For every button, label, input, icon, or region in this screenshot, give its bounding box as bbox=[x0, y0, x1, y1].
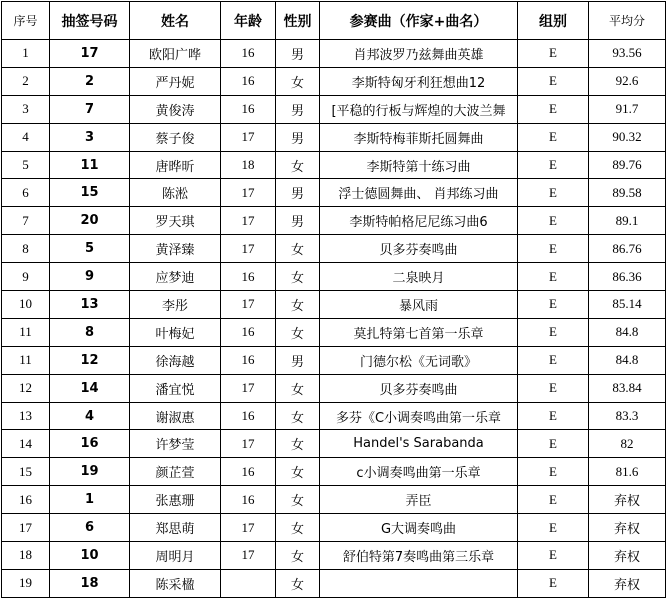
table-row bbox=[2, 569, 666, 597]
cell-age: 17 bbox=[221, 430, 276, 458]
cell-group: E bbox=[518, 291, 589, 319]
cell-age: 16 bbox=[221, 263, 276, 291]
cell-name: 唐晔昕 bbox=[130, 151, 221, 179]
cell-no: 2 bbox=[2, 67, 50, 95]
header-draw: 抽签号码 bbox=[50, 2, 130, 40]
cell-name: 黄俊涛 bbox=[130, 95, 221, 123]
cell-name: 徐海越 bbox=[130, 346, 221, 374]
table-row bbox=[2, 514, 666, 542]
table-row bbox=[2, 291, 666, 319]
cell-piece: 李斯特梅菲斯托圆舞曲 bbox=[320, 123, 518, 151]
cell-no: 5 bbox=[2, 151, 50, 179]
table-row bbox=[2, 458, 666, 486]
cell-group: E bbox=[518, 207, 589, 235]
cell-score: 82 bbox=[589, 430, 666, 458]
cell-group: E bbox=[518, 123, 589, 151]
cell-age: 17 bbox=[221, 514, 276, 542]
cell-draw: 6 bbox=[50, 514, 130, 542]
cell-name: 严丹妮 bbox=[130, 67, 221, 95]
cell-draw: 11 bbox=[50, 151, 130, 179]
cell-age: 16 bbox=[221, 95, 276, 123]
table-body bbox=[2, 40, 666, 598]
cell-piece: 舒伯特第7奏鸣曲第三乐章 bbox=[320, 542, 518, 570]
cell-piece: 浮士德圆舞曲、 肖邦练习曲 bbox=[320, 179, 518, 207]
cell-score: 93.56 bbox=[589, 40, 666, 68]
cell-no: 4 bbox=[2, 123, 50, 151]
cell-no: 6 bbox=[2, 179, 50, 207]
cell-gender: 女 bbox=[276, 542, 320, 570]
cell-name: 许梦莹 bbox=[130, 430, 221, 458]
cell-age: 16 bbox=[221, 458, 276, 486]
header-row bbox=[2, 2, 666, 40]
cell-no: 9 bbox=[2, 263, 50, 291]
cell-score: 83.3 bbox=[589, 402, 666, 430]
cell-score: 弃权 bbox=[589, 569, 666, 597]
cell-no: 15 bbox=[2, 458, 50, 486]
cell-gender: 女 bbox=[276, 374, 320, 402]
cell-score: 89.58 bbox=[589, 179, 666, 207]
cell-score: 81.6 bbox=[589, 458, 666, 486]
cell-name: 叶梅妃 bbox=[130, 318, 221, 346]
cell-draw: 17 bbox=[50, 40, 130, 68]
cell-age: 16 bbox=[221, 402, 276, 430]
cell-age: 17 bbox=[221, 179, 276, 207]
cell-piece: Handel's Sarabanda bbox=[320, 430, 518, 458]
cell-gender: 女 bbox=[276, 402, 320, 430]
header-no: 序号 bbox=[2, 2, 50, 40]
cell-age bbox=[221, 569, 276, 597]
cell-age: 16 bbox=[221, 346, 276, 374]
results-table bbox=[1, 1, 666, 598]
cell-piece: 李斯特帕格尼尼练习曲6 bbox=[320, 207, 518, 235]
cell-score: 弃权 bbox=[589, 514, 666, 542]
cell-no: 12 bbox=[2, 374, 50, 402]
cell-no: 19 bbox=[2, 569, 50, 597]
header-piece: 参赛曲（作家+曲名） bbox=[320, 2, 518, 40]
cell-draw: 5 bbox=[50, 235, 130, 263]
table-row bbox=[2, 402, 666, 430]
table-row bbox=[2, 67, 666, 95]
cell-draw: 14 bbox=[50, 374, 130, 402]
cell-piece: 多芬《C小调奏鸣曲第一乐章 bbox=[320, 402, 518, 430]
cell-group: E bbox=[518, 374, 589, 402]
cell-gender: 女 bbox=[276, 235, 320, 263]
cell-name: 张惠珊 bbox=[130, 486, 221, 514]
cell-gender: 女 bbox=[276, 458, 320, 486]
cell-age: 16 bbox=[221, 40, 276, 68]
cell-piece: 弄臣 bbox=[320, 486, 518, 514]
cell-group: E bbox=[518, 458, 589, 486]
cell-group: E bbox=[518, 569, 589, 597]
cell-name: 陈淞 bbox=[130, 179, 221, 207]
table-row bbox=[2, 374, 666, 402]
cell-piece: 暴风雨 bbox=[320, 291, 518, 319]
cell-score: 86.36 bbox=[589, 263, 666, 291]
table-row bbox=[2, 179, 666, 207]
cell-piece: G大调奏鸣曲 bbox=[320, 514, 518, 542]
cell-no: 11 bbox=[2, 318, 50, 346]
cell-group: E bbox=[518, 514, 589, 542]
cell-gender: 男 bbox=[276, 95, 320, 123]
cell-no: 3 bbox=[2, 95, 50, 123]
cell-name: 谢淑惠 bbox=[130, 402, 221, 430]
cell-name: 罗天琪 bbox=[130, 207, 221, 235]
cell-group: E bbox=[518, 346, 589, 374]
cell-no: 16 bbox=[2, 486, 50, 514]
cell-group: E bbox=[518, 67, 589, 95]
cell-name: 蔡子俊 bbox=[130, 123, 221, 151]
cell-group: E bbox=[518, 151, 589, 179]
cell-group: E bbox=[518, 542, 589, 570]
cell-group: E bbox=[518, 95, 589, 123]
cell-name: 欧阳广哗 bbox=[130, 40, 221, 68]
cell-no: 18 bbox=[2, 542, 50, 570]
cell-group: E bbox=[518, 430, 589, 458]
cell-gender: 女 bbox=[276, 67, 320, 95]
cell-score: 85.14 bbox=[589, 291, 666, 319]
cell-draw: 19 bbox=[50, 458, 130, 486]
cell-gender: 男 bbox=[276, 40, 320, 68]
cell-gender: 女 bbox=[276, 430, 320, 458]
cell-age: 17 bbox=[221, 235, 276, 263]
cell-group: E bbox=[518, 235, 589, 263]
cell-score: 83.84 bbox=[589, 374, 666, 402]
cell-draw: 7 bbox=[50, 95, 130, 123]
cell-group: E bbox=[518, 179, 589, 207]
cell-age: 16 bbox=[221, 486, 276, 514]
cell-name: 潘宜悦 bbox=[130, 374, 221, 402]
cell-piece bbox=[320, 569, 518, 597]
cell-no: 7 bbox=[2, 207, 50, 235]
cell-group: E bbox=[518, 318, 589, 346]
cell-piece: 莫扎特第七首第一乐章 bbox=[320, 318, 518, 346]
cell-gender: 女 bbox=[276, 514, 320, 542]
cell-piece: 肖邦波罗乃兹舞曲英雄 bbox=[320, 40, 518, 68]
cell-age: 18 bbox=[221, 151, 276, 179]
table-row bbox=[2, 151, 666, 179]
cell-draw: 12 bbox=[50, 346, 130, 374]
cell-score: 弃权 bbox=[589, 542, 666, 570]
table-row bbox=[2, 95, 666, 123]
table-row bbox=[2, 318, 666, 346]
cell-age: 17 bbox=[221, 542, 276, 570]
cell-name: 郑思萌 bbox=[130, 514, 221, 542]
cell-gender: 男 bbox=[276, 207, 320, 235]
table-row bbox=[2, 40, 666, 68]
cell-no: 17 bbox=[2, 514, 50, 542]
cell-piece: 贝多芬奏鸣曲 bbox=[320, 374, 518, 402]
cell-name: 应梦迪 bbox=[130, 263, 221, 291]
cell-draw: 9 bbox=[50, 263, 130, 291]
cell-piece: 贝多芬奏鸣曲 bbox=[320, 235, 518, 263]
cell-gender: 女 bbox=[276, 486, 320, 514]
cell-score: 84.8 bbox=[589, 346, 666, 374]
cell-name: 周明月 bbox=[130, 542, 221, 570]
cell-score: 91.7 bbox=[589, 95, 666, 123]
cell-piece: [平稳的行板与辉煌的大波兰舞 bbox=[320, 95, 518, 123]
cell-name: 陈采楹 bbox=[130, 569, 221, 597]
cell-age: 17 bbox=[221, 374, 276, 402]
cell-score: 84.8 bbox=[589, 318, 666, 346]
header-gender: 性别 bbox=[276, 2, 320, 40]
cell-draw: 15 bbox=[50, 179, 130, 207]
cell-piece: 二泉映月 bbox=[320, 263, 518, 291]
table-row bbox=[2, 263, 666, 291]
cell-score: 92.6 bbox=[589, 67, 666, 95]
cell-no: 13 bbox=[2, 402, 50, 430]
header-score: 平均分 bbox=[589, 2, 666, 40]
table-row bbox=[2, 542, 666, 570]
cell-group: E bbox=[518, 40, 589, 68]
table-row bbox=[2, 235, 666, 263]
cell-gender: 女 bbox=[276, 569, 320, 597]
cell-piece: 李斯特匈牙利狂想曲12 bbox=[320, 67, 518, 95]
cell-name: 黄泽臻 bbox=[130, 235, 221, 263]
header-name: 姓名 bbox=[130, 2, 221, 40]
cell-score: 89.1 bbox=[589, 207, 666, 235]
cell-score: 86.76 bbox=[589, 235, 666, 263]
table-row bbox=[2, 207, 666, 235]
cell-group: E bbox=[518, 402, 589, 430]
cell-draw: 8 bbox=[50, 318, 130, 346]
cell-gender: 女 bbox=[276, 318, 320, 346]
cell-piece: 李斯特第十练习曲 bbox=[320, 151, 518, 179]
cell-score: 90.32 bbox=[589, 123, 666, 151]
cell-gender: 女 bbox=[276, 291, 320, 319]
cell-draw: 10 bbox=[50, 542, 130, 570]
cell-gender: 男 bbox=[276, 179, 320, 207]
cell-draw: 16 bbox=[50, 430, 130, 458]
cell-group: E bbox=[518, 263, 589, 291]
cell-no: 14 bbox=[2, 430, 50, 458]
cell-age: 17 bbox=[221, 291, 276, 319]
cell-draw: 1 bbox=[50, 486, 130, 514]
cell-draw: 13 bbox=[50, 291, 130, 319]
cell-draw: 18 bbox=[50, 569, 130, 597]
cell-piece: 门德尔松《无词歌》 bbox=[320, 346, 518, 374]
cell-group: E bbox=[518, 486, 589, 514]
cell-draw: 3 bbox=[50, 123, 130, 151]
cell-gender: 女 bbox=[276, 263, 320, 291]
table-row bbox=[2, 346, 666, 374]
cell-age: 16 bbox=[221, 318, 276, 346]
cell-age: 17 bbox=[221, 123, 276, 151]
cell-score: 弃权 bbox=[589, 486, 666, 514]
header-age: 年龄 bbox=[221, 2, 276, 40]
cell-no: 11 bbox=[2, 346, 50, 374]
cell-name: 李彤 bbox=[130, 291, 221, 319]
cell-name: 颜芷萱 bbox=[130, 458, 221, 486]
cell-score: 89.76 bbox=[589, 151, 666, 179]
cell-no: 1 bbox=[2, 40, 50, 68]
table-row bbox=[2, 430, 666, 458]
table-row bbox=[2, 123, 666, 151]
cell-age: 17 bbox=[221, 207, 276, 235]
cell-piece: c小调奏鸣曲第一乐章 bbox=[320, 458, 518, 486]
cell-draw: 4 bbox=[50, 402, 130, 430]
cell-age: 16 bbox=[221, 67, 276, 95]
cell-gender: 男 bbox=[276, 346, 320, 374]
cell-draw: 20 bbox=[50, 207, 130, 235]
cell-gender: 女 bbox=[276, 151, 320, 179]
cell-draw: 2 bbox=[50, 67, 130, 95]
cell-no: 10 bbox=[2, 291, 50, 319]
cell-no: 8 bbox=[2, 235, 50, 263]
cell-gender: 男 bbox=[276, 123, 320, 151]
header-group: 组别 bbox=[518, 2, 589, 40]
table-row bbox=[2, 486, 666, 514]
